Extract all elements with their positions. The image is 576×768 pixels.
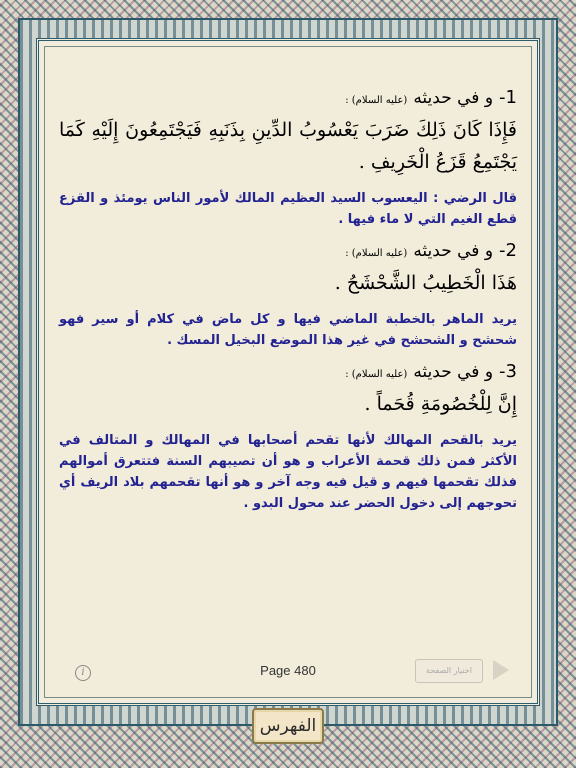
page-content bbox=[59, 87, 517, 524]
goto-page-button[interactable]: اختيار الصفحة bbox=[415, 659, 483, 683]
entry-note: (عليه السلام) : bbox=[345, 248, 408, 259]
entry-note: (عليه السلام) : bbox=[345, 95, 408, 106]
page-footer bbox=[45, 657, 531, 697]
play-icon[interactable] bbox=[493, 660, 509, 680]
entry-number: 3- bbox=[499, 361, 517, 382]
commentary-text: يريد الماهر بالخطبة الماضي فيها و كل ماض في كلام أو سير فهو شحشح و الشحشح في غير هذا الموضع البخيل المسك . bbox=[59, 312, 517, 348]
entry-2 bbox=[59, 240, 517, 351]
page-number-label: Page 480 bbox=[260, 663, 316, 678]
entry-1 bbox=[59, 87, 517, 230]
book-page bbox=[44, 46, 532, 698]
hadith-text: هَذَا الْخَطِيبُ الشَّحْشَحُ . bbox=[334, 272, 517, 294]
entry-heading bbox=[59, 361, 517, 382]
entry-number: 1- bbox=[499, 87, 517, 108]
index-button[interactable]: الفهرس bbox=[252, 708, 324, 744]
entry-note: (عليه السلام) : bbox=[345, 369, 408, 380]
hadith-text: إِنَّ لِلْخُصُومَةِ قُحَماً . bbox=[364, 393, 517, 415]
entry-heading bbox=[59, 87, 517, 108]
entry-title: و في حديثه bbox=[413, 362, 494, 382]
entry-number: 2- bbox=[499, 240, 517, 261]
entry-3 bbox=[59, 361, 517, 514]
hadith-text: فَإِذَا كَانَ ذَلِكَ ضَرَبَ يَعْسُوبُ الدِّينِ بِذَنَبِهِ فَيَجْتَمِعُونَ إِلَيْهِ كَمَا يَجْتَمِعُ قَزَعُ الْخَرِيفِ . bbox=[59, 119, 517, 173]
commentary-text: قال الرضي : اليعسوب السيد العظيم المالك لأمور الناس يومئذ و القزع قطع الغيم التي لا ماء فيها . bbox=[59, 191, 517, 227]
entry-heading bbox=[59, 240, 517, 261]
info-icon[interactable]: i bbox=[75, 665, 91, 681]
entry-title: و في حديثه bbox=[413, 241, 494, 261]
entry-title: و في حديثه bbox=[413, 88, 494, 108]
commentary-text: يريد بالقحم المهالك لأنها تقحم أصحابها في المهالك و المتالف في الأكثر فمن ذلك قحمة الأعراب و هو أن تصيبهم السنة فتتعرق أموالهم فذلك تقحمها فيهم و قيل فيه وجه آخر و هو أنها تقحمهم بلاد الريف أي تحوجهم إلى دخول الحضر عند محول البدو . bbox=[59, 433, 517, 511]
